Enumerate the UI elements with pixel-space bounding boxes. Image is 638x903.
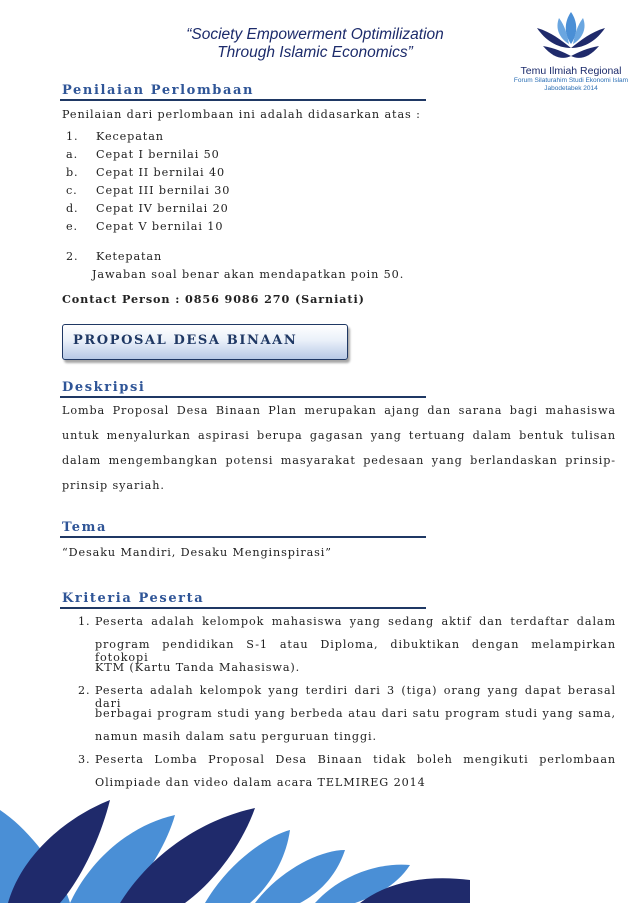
list-label: Ketepatan [96,250,163,263]
list-marker: d. [66,202,79,215]
list-marker: 1. [66,130,79,143]
deskripsi-line: prinsip syariah. [62,479,165,492]
tema-heading: Tema [62,520,108,535]
kriteria-line: Peserta adalah kelompok yang terdiri dari 3 (tiga) orang yang dapat berasal dari [95,684,616,710]
kriteria-heading: Kriteria Peserta [62,591,205,606]
kriteria-line: Peserta adalah kelompok mahasiswa yang sedang aktif dan terdaftar dalam [95,615,616,628]
proposal-desa-binaan-banner [62,324,348,360]
tema-rule [60,536,426,538]
decorative-petals-icon [0,780,470,903]
tagline-line-2: Through Islamic Economics” [217,44,413,61]
tagline-line-1: “Society Empowerment Optimilization [186,26,444,43]
list-text: Cepat I bernilai 50 [96,148,220,161]
header-tagline [150,26,480,62]
deskripsi-line: Lomba Proposal Desa Binaan Plan merupakan ajang dan sarana bagi mahasiswa [62,404,616,417]
list-text: Cepat V bernilai 10 [96,220,224,233]
list-marker: 2. [78,684,91,697]
list-marker: a. [66,148,79,161]
list-marker: 3. [78,753,91,766]
list-text: Cepat III bernilai 30 [96,184,231,197]
deskripsi-heading: Deskripsi [62,380,146,395]
kriteria-line: namun masih dalam satu perguruan tinggi. [95,730,377,743]
kriteria-line: berbagai program studi yang berbeda atau dari satu program studi yang sama, [95,707,616,720]
list-label: Kecepatan [96,130,164,143]
kriteria-line: program pendidikan S-1 atau Diploma, dibuktikan dengan melampirkan fotokopi [95,638,616,664]
deskripsi-rule [60,396,426,398]
kriteria-line: KTM (Kartu Tanda Mahasiswa). [95,661,301,674]
logo-subtitle-1: Forum Silaturahim Studi Ekonomi Islam [513,77,629,84]
logo-title: Temu Ilmiah Regional [520,65,622,77]
contact-person: Contact Person : 0856 9086 270 (Sarniati) [62,292,365,306]
event-logo [510,8,632,93]
kriteria-rule [60,607,426,609]
list-marker: 1. [78,615,91,628]
kriteria-line: Peserta Lomba Proposal Desa Binaan tidak boleh mengikuti perlombaan [95,753,616,766]
logo-subtitle-2: Jabodetabek 2014 [544,85,598,92]
list-text: Cepat IV bernilai 20 [96,202,229,215]
list-marker: b. [66,166,79,179]
penilaian-heading: Penilaian Perlombaan [62,83,255,98]
deskripsi-line: dalam mengembangkan potensi masyarakat pedesaan yang berlandaskan prinsip- [62,454,616,467]
deskripsi-line: untuk menyalurkan aspirasi berupa gagasan yang tertuang dalam bentuk tulisan [62,429,616,442]
banner-label: PROPOSAL DESA BINAAN [73,333,298,348]
penilaian-rule [60,99,426,101]
list-text: Cepat II bernilai 40 [96,166,225,179]
ketepatan-description: Jawaban soal benar akan mendapatkan poin 50. [92,268,405,281]
lotus-logo-icon [531,8,611,64]
list-marker: e. [66,220,78,233]
list-marker: c. [66,184,78,197]
penilaian-intro: Penilaian dari perlombaan ini adalah didasarkan atas : [62,108,421,121]
tema-text: “Desaku Mandiri, Desaku Menginspirasi” [62,546,332,559]
kriteria-line: Olimpiade dan video dalam acara TELMIREG 2014 [95,776,426,789]
list-marker: 2. [66,250,79,263]
